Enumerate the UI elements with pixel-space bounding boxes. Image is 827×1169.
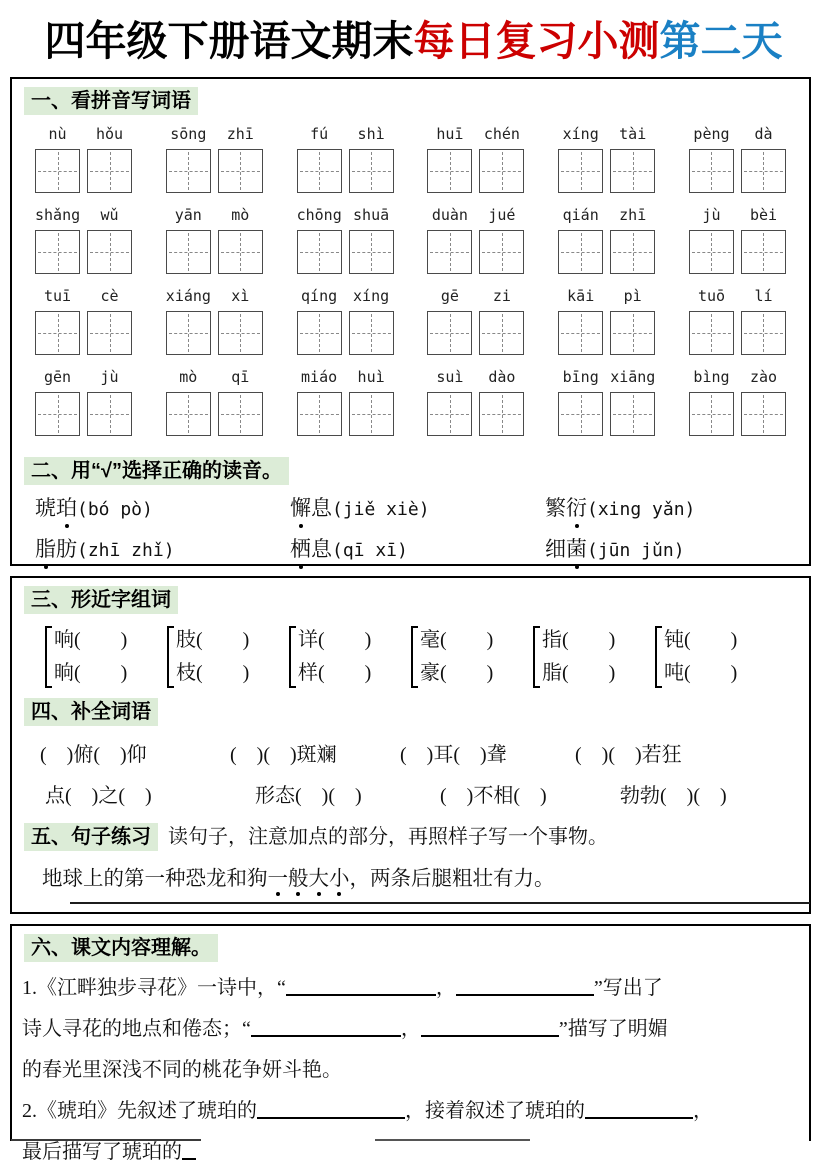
writing-grid-cell: [479, 311, 524, 355]
bracket-icon: [533, 626, 540, 688]
writing-grid-cell: [218, 392, 263, 436]
pinyin-syllable: pì: [623, 287, 642, 305]
pinyin-syllable: chén: [483, 125, 520, 143]
writing-grid-pair: [689, 311, 786, 355]
pinyin-syllable: kāi: [567, 287, 595, 305]
pronunciation-item: [35, 534, 290, 566]
writing-grid-cell: [297, 230, 342, 274]
comprehension-line: [22, 1009, 809, 1050]
character-pair-line: 毫( ): [420, 629, 494, 651]
section-4-heading: 四、补全词语: [24, 698, 158, 726]
pinyin-row: [12, 206, 809, 274]
section-1-heading: 一、看拼音写词语: [24, 87, 198, 115]
pinyin-syllable: mò: [179, 368, 198, 386]
bracket-icon: [45, 626, 52, 688]
pinyin-syllable: huī: [436, 125, 464, 143]
writing-grid-pair: [35, 149, 132, 193]
pronunciation-options: (jiě xiè): [332, 499, 430, 520]
comprehension-text: 2.《琥珀》先叙述了琥珀的: [22, 1100, 257, 1122]
character-pair-line: 晌( ): [54, 662, 128, 684]
writing-grid-cell: [689, 149, 734, 193]
answer-line: [70, 902, 810, 904]
pinyin-syllable: tuō: [697, 287, 726, 305]
word-completion-row-1: [12, 738, 809, 767]
pinyin-labels: [35, 368, 132, 392]
pinyin-syllable: zi: [492, 287, 511, 305]
character-pair-column: [420, 624, 493, 690]
word-completion-item: 勃勃( )( ): [620, 785, 727, 807]
character-pair: [167, 624, 289, 690]
title-part-red: 每日复习小测: [413, 18, 660, 64]
pinyin-syllable: jù: [100, 368, 119, 386]
pinyin-labels: [558, 206, 655, 230]
character-pair-column: [298, 624, 371, 690]
pinyin-labels: [558, 287, 655, 311]
writing-grid-cell: [479, 230, 524, 274]
pinyin-labels: [297, 206, 394, 230]
pinyin-syllable: dà: [754, 125, 773, 143]
writing-grid-pair: [166, 149, 263, 193]
pronunciation-item: [35, 493, 290, 525]
pronunciation-word-char: 栖: [290, 534, 311, 564]
pinyin-labels: [35, 206, 132, 230]
pinyin-syllable: xíng: [353, 287, 390, 305]
pinyin-word-group: [297, 206, 394, 274]
comprehension-text: ”写出了: [593, 977, 663, 999]
writing-grid-cell: [35, 230, 80, 274]
pinyin-syllable: nù: [48, 125, 67, 143]
bracket-icon: [289, 626, 296, 688]
pinyin-syllable: gē: [440, 287, 459, 305]
writing-grid-cell: [558, 392, 603, 436]
writing-grid-pair: [558, 392, 655, 436]
pinyin-syllable: qián: [562, 206, 599, 224]
writing-grid-pair: [297, 311, 394, 355]
pinyin-syllable: dào: [488, 368, 516, 386]
writing-grid-pair: [427, 230, 524, 274]
writing-grid-cell: [87, 230, 132, 274]
character-pair-line: 吨( ): [664, 662, 738, 684]
pinyin-labels: [297, 368, 394, 392]
character-pair-line: 钝( ): [664, 629, 738, 651]
bracket-icon: [655, 626, 662, 688]
pinyin-syllable: wǔ: [100, 206, 119, 224]
answer-line: [11, 1139, 201, 1141]
writing-grid-cell: [427, 392, 472, 436]
writing-grid-cell: [35, 392, 80, 436]
pinyin-syllable: zào: [749, 368, 778, 386]
pinyin-syllable: sōng: [170, 125, 207, 143]
section-2-heading: 二、用“√”选择正确的读音。: [24, 457, 289, 485]
writing-grid-cell: [297, 392, 342, 436]
word-completion-item: ( )不相( ): [440, 785, 547, 807]
pinyin-syllable: shǎng: [35, 206, 81, 224]
comprehension-line: [22, 1050, 809, 1091]
pinyin-syllable: xiāng: [610, 368, 656, 386]
character-pair-line: 肢( ): [176, 629, 250, 651]
pronunciation-rows: [35, 493, 809, 566]
writing-grid-pair: [558, 311, 655, 355]
writing-grid-pair: [558, 149, 655, 193]
character-pair-column: [542, 624, 615, 690]
pinyin-word-group: [297, 287, 394, 355]
answer-blank: [421, 1017, 559, 1037]
pinyin-syllable: pèng: [693, 125, 730, 143]
writing-grid-cell: [218, 230, 263, 274]
pinyin-syllable: hǒu: [95, 125, 124, 143]
character-pair: [655, 624, 777, 690]
comprehension-text: 1.《江畔独步寻花》一诗中，“: [22, 977, 286, 999]
pinyin-word-group: [558, 125, 655, 193]
pronunciation-options: (bó pò): [77, 499, 153, 520]
pinyin-word-group: [166, 368, 263, 436]
pinyin-row: [12, 125, 809, 193]
comprehension-line: [22, 1091, 809, 1132]
pronunciation-item: [545, 493, 695, 525]
pinyin-labels: [35, 287, 132, 311]
answer-blank: [585, 1099, 693, 1119]
writing-grid-cell: [166, 149, 211, 193]
pinyin-syllable: shì: [357, 125, 385, 143]
writing-grid-cell: [218, 149, 263, 193]
writing-grid-cell: [349, 392, 394, 436]
pronunciation-word-char: 衍: [566, 493, 587, 523]
pronunciation-word-char: 息: [311, 537, 332, 561]
pinyin-word-group: [35, 368, 132, 436]
pinyin-syllable: xiáng: [165, 287, 211, 305]
pinyin-labels: [166, 206, 263, 230]
writing-grid-pair: [35, 392, 132, 436]
pinyin-word-group: [689, 287, 786, 355]
word-completion-row-2: [12, 779, 809, 808]
pinyin-row: [12, 287, 809, 355]
pinyin-syllable: gēn: [43, 368, 72, 386]
pronunciation-row: [35, 493, 809, 525]
writing-grid-cell: [218, 311, 263, 355]
writing-grid-cell: [479, 149, 524, 193]
writing-grid-cell: [349, 230, 394, 274]
writing-grid-cell: [558, 311, 603, 355]
pinyin-syllable: zhī: [226, 125, 254, 143]
similar-character-pairs: [12, 624, 809, 690]
writing-grid-cell: [349, 149, 394, 193]
writing-grid-cell: [427, 230, 472, 274]
pinyin-word-group: [558, 206, 655, 274]
comprehension-line: [22, 968, 809, 1009]
pinyin-word-group: [35, 206, 132, 274]
word-completion-item: ( )( )若狂: [575, 744, 682, 766]
pinyin-syllable: miáo: [301, 368, 338, 386]
pinyin-row: [12, 368, 809, 436]
comprehension-text: 最后描写了琥珀的: [22, 1141, 182, 1163]
writing-grid-pair: [166, 230, 263, 274]
pinyin-word-group: [166, 287, 263, 355]
pinyin-syllable: chōng: [296, 206, 342, 224]
writing-grid-cell: [297, 311, 342, 355]
writing-grid-cell: [427, 149, 472, 193]
pinyin-syllable: xíng: [562, 125, 599, 143]
character-pair-line: 指( ): [542, 629, 616, 651]
pronunciation-row: [35, 534, 809, 566]
pinyin-word-group: [689, 206, 786, 274]
pinyin-labels: [689, 206, 786, 230]
pinyin-syllable: tài: [619, 125, 647, 143]
pinyin-syllable: huì: [357, 368, 385, 386]
comprehension-text: ，: [400, 1018, 421, 1040]
pinyin-syllable: duàn: [431, 206, 468, 224]
comprehension-line: [22, 1132, 809, 1169]
pronunciation-options: (xing yǎn): [587, 499, 696, 520]
pinyin-syllable: fú: [310, 125, 329, 143]
writing-grid-pair: [297, 392, 394, 436]
pronunciation-item: [545, 534, 685, 566]
pinyin-labels: [166, 368, 263, 392]
pinyin-word-group: [427, 125, 524, 193]
character-pair: [411, 624, 533, 690]
section-5-heading: 五、句子练习: [24, 823, 158, 851]
comprehension-text: ，: [435, 977, 456, 999]
writing-grid-cell: [689, 230, 734, 274]
pinyin-word-group: [558, 368, 655, 436]
pinyin-word-group: [558, 287, 655, 355]
pronunciation-options: (jūn jǔn): [587, 540, 685, 561]
writing-grid-pair: [427, 392, 524, 436]
pronunciation-word-char: 细: [545, 537, 566, 561]
writing-grid-pair: [558, 230, 655, 274]
pinyin-labels: [166, 287, 263, 311]
sentence-dotted-char: 小: [329, 861, 350, 891]
sentence-practice-instruction: 读句子，注意加点的部分，再照样子写一个事物。: [168, 826, 608, 848]
pinyin-labels: [689, 368, 786, 392]
writing-grid-cell: [297, 149, 342, 193]
comprehension-text: ，: [693, 1100, 713, 1122]
pinyin-word-group: [35, 125, 132, 193]
pronunciation-word-char: 息: [311, 496, 332, 520]
pinyin-word-group: [427, 287, 524, 355]
word-completion-item: 点( )之( ): [45, 785, 152, 807]
pinyin-syllable: lí: [754, 287, 773, 305]
pronunciation-word-char: 肪: [56, 537, 77, 561]
pronunciation-options: (qī xī): [332, 540, 408, 561]
pinyin-syllable: zhī: [619, 206, 647, 224]
answer-line: [375, 1139, 530, 1141]
pinyin-word-group: [689, 368, 786, 436]
writing-grid-pair: [427, 311, 524, 355]
pinyin-syllable: mò: [231, 206, 250, 224]
sentence-dotted-char: 般: [288, 861, 309, 891]
pinyin-word-group: [427, 368, 524, 436]
character-pair-line: 枝( ): [176, 662, 250, 684]
writing-grid-cell: [166, 311, 211, 355]
sentence-text: ，两条后腿粗壮有力。: [349, 868, 555, 890]
pronunciation-options: (zhī zhǐ): [77, 540, 175, 561]
writing-grid-pair: [35, 230, 132, 274]
section-3-heading: 三、形近字组词: [24, 586, 178, 614]
answer-blank: [257, 1099, 405, 1119]
pinyin-labels: [297, 287, 394, 311]
pinyin-syllable: bèi: [749, 206, 778, 224]
writing-grid-cell: [741, 230, 786, 274]
writing-grid-pair: [166, 392, 263, 436]
writing-grid-cell: [610, 311, 655, 355]
pinyin-syllable: jù: [702, 206, 721, 224]
pinyin-syllable: xì: [231, 287, 250, 305]
pinyin-syllable: bīng: [562, 368, 599, 386]
pinyin-labels: [427, 206, 524, 230]
writing-grid-cell: [689, 392, 734, 436]
writing-grid-cell: [87, 149, 132, 193]
pronunciation-item: [290, 493, 545, 525]
writing-grid-cell: [479, 392, 524, 436]
comprehension-text: ，接着叙述了琥珀的: [405, 1100, 585, 1122]
writing-grid-cell: [741, 311, 786, 355]
character-pair: [45, 624, 167, 690]
writing-grid-cell: [558, 230, 603, 274]
writing-grid-cell: [610, 149, 655, 193]
writing-grid-cell: [558, 149, 603, 193]
character-pair-line: 豪( ): [420, 662, 494, 684]
pinyin-rows: [12, 125, 809, 436]
pronunciation-word-char: 珀: [56, 493, 77, 523]
writing-grid-pair: [689, 149, 786, 193]
pinyin-syllable: yān: [174, 206, 202, 224]
character-pair-line: 详( ): [298, 629, 372, 651]
character-pair-line: 响( ): [54, 629, 128, 651]
section-box-2: [10, 576, 811, 914]
writing-grid-cell: [87, 392, 132, 436]
writing-grid-pair: [166, 311, 263, 355]
answer-blank: [182, 1140, 196, 1160]
writing-grid-cell: [166, 230, 211, 274]
pinyin-syllable: bìng: [693, 368, 730, 386]
writing-grid-pair: [297, 149, 394, 193]
pinyin-word-group: [297, 368, 394, 436]
sentence-dotted-char: 一: [268, 861, 289, 891]
character-pair-line: 样( ): [298, 662, 372, 684]
writing-grid-pair: [297, 230, 394, 274]
pronunciation-word-char: 琥: [35, 496, 56, 520]
writing-grid-cell: [610, 392, 655, 436]
writing-grid-cell: [741, 149, 786, 193]
pronunciation-word-char: 脂: [35, 534, 56, 564]
bracket-icon: [167, 626, 174, 688]
pinyin-labels: [689, 125, 786, 149]
comprehension-text: 的春光里深浅不同的桃花争妍斗艳。: [22, 1059, 342, 1081]
pronunciation-word-char: 懈: [290, 493, 311, 523]
pinyin-syllable: suì: [436, 368, 464, 386]
pinyin-syllable: cè: [100, 287, 119, 305]
pronunciation-word-char: 繁: [545, 496, 566, 520]
writing-grid-cell: [610, 230, 655, 274]
example-sentence: [42, 861, 809, 891]
sentence-dotted-char: 大: [309, 861, 330, 891]
section-box-1: [10, 77, 811, 566]
pinyin-word-group: [427, 206, 524, 274]
writing-grid-pair: [689, 230, 786, 274]
pinyin-labels: [166, 125, 263, 149]
comprehension-text: 诗人寻花的地点和倦态；“: [22, 1018, 251, 1040]
word-completion-item: ( )俯( )仰: [40, 744, 147, 766]
pinyin-word-group: [689, 125, 786, 193]
section-box-3: [10, 924, 811, 1163]
pinyin-word-group: [35, 287, 132, 355]
word-completion-item: 形态( )( ): [255, 785, 362, 807]
character-pair-column: [176, 624, 249, 690]
writing-grid-pair: [35, 311, 132, 355]
comprehension-text: ”描写了明媚: [558, 1018, 668, 1040]
word-completion-item: ( )( )斑斓: [230, 744, 337, 766]
character-pair-column: [664, 624, 737, 690]
pronunciation-word-char: 菌: [566, 534, 587, 564]
writing-grid-cell: [87, 311, 132, 355]
character-pair: [533, 624, 655, 690]
writing-grid-cell: [35, 149, 80, 193]
character-pair-line: 脂( ): [542, 662, 616, 684]
word-completion-item: ( )耳( )聋: [400, 744, 507, 766]
pinyin-labels: [427, 287, 524, 311]
pinyin-labels: [297, 125, 394, 149]
pinyin-labels: [558, 125, 655, 149]
pinyin-labels: [558, 368, 655, 392]
pinyin-labels: [35, 125, 132, 149]
pinyin-labels: [427, 125, 524, 149]
writing-grid-pair: [427, 149, 524, 193]
sentence-practice-header: [12, 820, 809, 851]
writing-grid-cell: [741, 392, 786, 436]
pinyin-labels: [689, 287, 786, 311]
answer-blank: [286, 976, 436, 996]
sentence-text: 地球上的第一种恐龙和狗: [42, 868, 268, 890]
writing-grid-cell: [166, 392, 211, 436]
title-part-black: 四年级下册语文期末: [44, 18, 414, 64]
page-title: [0, 14, 827, 68]
section-6-heading: 六、课文内容理解。: [24, 934, 218, 962]
pinyin-word-group: [297, 125, 394, 193]
writing-grid-cell: [35, 311, 80, 355]
pinyin-labels: [427, 368, 524, 392]
pinyin-syllable: tuī: [43, 287, 72, 305]
pinyin-word-group: [166, 125, 263, 193]
pronunciation-item: [290, 534, 545, 566]
writing-grid-cell: [689, 311, 734, 355]
writing-grid-cell: [349, 311, 394, 355]
pinyin-syllable: qíng: [301, 287, 338, 305]
answer-blank: [251, 1017, 401, 1037]
pinyin-syllable: qī: [231, 368, 250, 386]
title-part-blue: 第二天: [659, 18, 783, 64]
bracket-icon: [411, 626, 418, 688]
character-pair: [289, 624, 411, 690]
answer-blank: [456, 976, 594, 996]
pinyin-word-group: [166, 206, 263, 274]
pinyin-syllable: jué: [488, 206, 516, 224]
character-pair-column: [54, 624, 127, 690]
pinyin-syllable: shuā: [353, 206, 390, 224]
writing-grid-pair: [689, 392, 786, 436]
writing-grid-cell: [427, 311, 472, 355]
